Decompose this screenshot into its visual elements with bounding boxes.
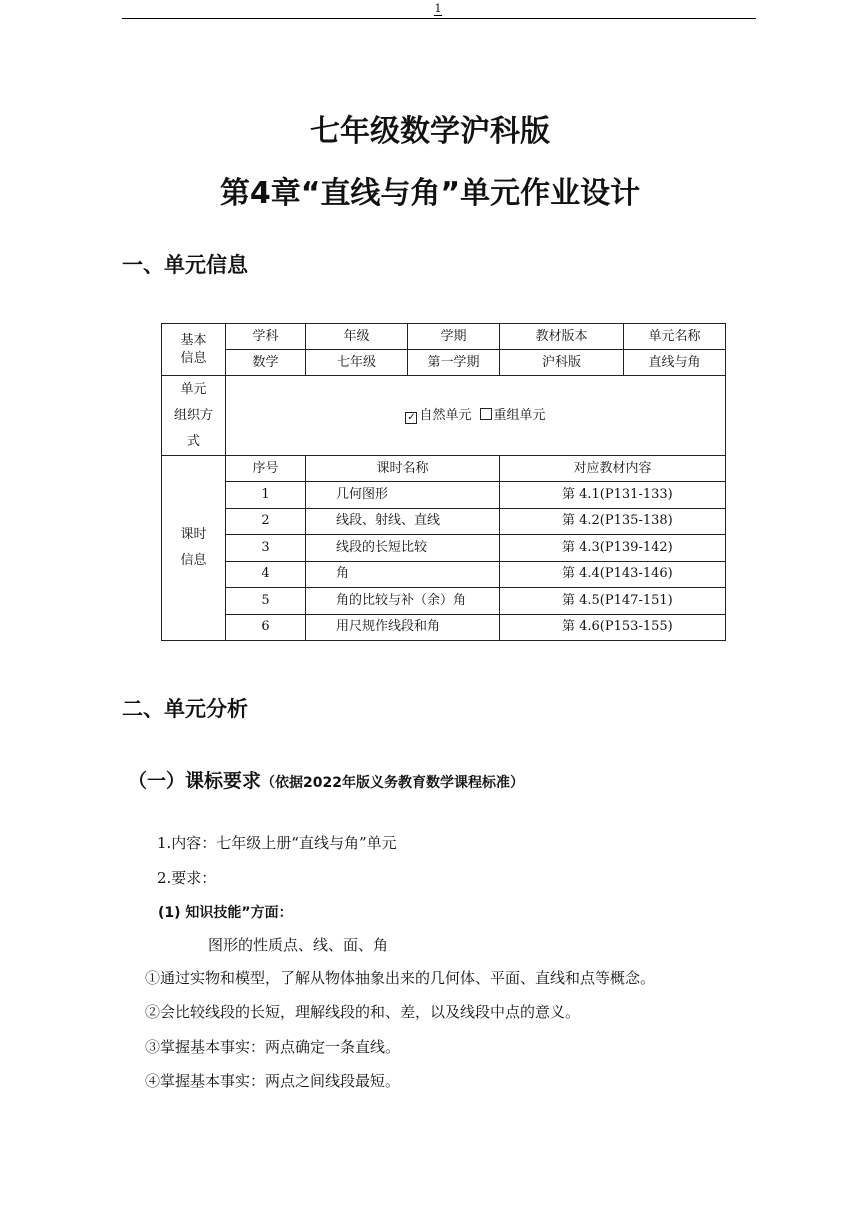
header-cell: 学期: [408, 324, 500, 350]
lesson-reference: 第 4.5(P147-151): [500, 588, 726, 615]
paragraph-topic: 图形的性质点、线、面、角: [208, 936, 389, 954]
section-heading-unit-analysis: 二、单元分析: [122, 697, 248, 721]
subsection-title: （一）课标要求: [128, 770, 262, 792]
lesson-name: 线段的长短比较: [306, 535, 500, 562]
header-cell: 年级: [306, 324, 408, 350]
page-number: 1: [434, 2, 442, 15]
lesson-name: 用尺规作线段和角: [306, 614, 500, 641]
lesson-number: 1: [226, 482, 306, 509]
lesson-reference: 第 4.2(P135-138): [500, 508, 726, 535]
value-cell: 数学: [226, 350, 306, 376]
value-cell: 直线与角: [624, 350, 726, 376]
requirement-item: ④掌握基本事实：两点之间线段最短。: [145, 1072, 401, 1090]
header-cell: 课时名称: [306, 456, 500, 482]
lesson-name: 角的比较与补（余）角: [306, 588, 500, 615]
subsection-heading-curriculum: [128, 766, 524, 793]
header-cell: 序号: [226, 456, 306, 482]
option-reorganized-unit: 重组单元: [493, 407, 546, 423]
checked-checkbox-icon: ✓: [407, 411, 416, 423]
subsection-note: （依据2022年版义务教育数学课程标准）: [261, 775, 524, 791]
lesson-number: 3: [226, 535, 306, 562]
option-natural-unit: 自然单元: [419, 407, 472, 423]
lesson-number: 2: [226, 508, 306, 535]
paragraph-content: 1.内容：七年级上册“直线与角”单元: [157, 834, 397, 852]
lesson-reference: 第 4.6(P153-155): [500, 614, 726, 641]
lesson-number: 4: [226, 561, 306, 588]
document-subtitle: 第4章“直线与角”单元作业设计: [219, 176, 641, 211]
lesson-number: 5: [226, 588, 306, 615]
header-rule: [122, 18, 756, 19]
organization-label: 单元 组织方 式: [162, 376, 226, 456]
value-cell: 第一学期: [408, 350, 500, 376]
value-cell: 沪科版: [500, 350, 624, 376]
requirement-item: ①通过实物和模型，了解从物体抽象出来的几何体、平面、直线和点等概念。: [145, 969, 656, 987]
lesson-reference: 第 4.4(P143-146): [500, 561, 726, 588]
requirement-item: ③掌握基本事实：两点确定一条直线。: [145, 1038, 401, 1056]
lesson-info-label: 课时 信息: [162, 456, 226, 641]
lesson-number: 6: [226, 614, 306, 641]
knowledge-skills-heading: (1) 知识技能”方面：: [158, 905, 293, 921]
lesson-reference: 第 4.1(P131-133): [500, 482, 726, 509]
unchecked-checkbox-icon: [480, 408, 492, 420]
header-cell: 教材版本: [500, 324, 624, 350]
organization-options: [226, 376, 726, 456]
lesson-name: 几何图形: [306, 482, 500, 509]
header-cell: 学科: [226, 324, 306, 350]
header-cell: 对应教材内容: [500, 456, 726, 482]
unit-info-table: [161, 323, 726, 641]
header-cell: 单元名称: [624, 324, 726, 350]
lesson-name: 线段、射线、直线: [306, 508, 500, 535]
basic-info-label: 基本 信息: [162, 324, 226, 376]
paragraph-requirements: 2.要求：: [157, 869, 217, 887]
document-title: 七年级数学沪科版: [310, 114, 550, 149]
section-heading-unit-info: 一、单元信息: [122, 253, 248, 277]
value-cell: 七年级: [306, 350, 408, 376]
page-number-underline: [434, 15, 442, 16]
lesson-reference: 第 4.3(P139-142): [500, 535, 726, 562]
requirement-item: ②会比较线段的长短，理解线段的和、差，以及线段中点的意义。: [145, 1003, 581, 1021]
lesson-name: 角: [306, 561, 500, 588]
